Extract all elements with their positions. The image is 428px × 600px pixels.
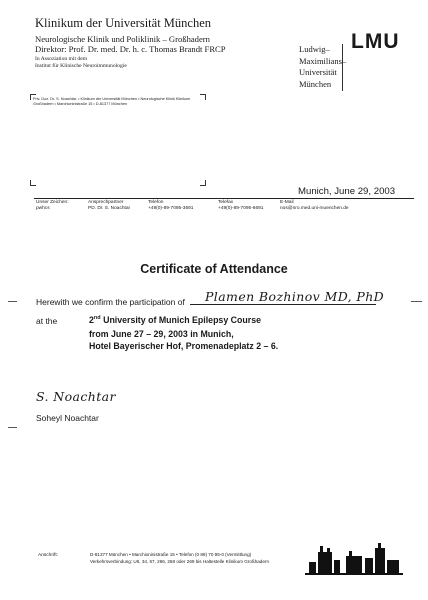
reference-email <box>280 200 349 212</box>
footer-address <box>90 551 290 565</box>
reference-rule <box>34 198 414 199</box>
letter-date: Munich, June 29, 2003 <box>298 186 396 197</box>
window-corner-br <box>200 180 206 186</box>
at-label: at the <box>36 316 58 326</box>
university-line-4: München <box>299 78 332 89</box>
reference-label: Telefax <box>218 200 234 205</box>
director-line: Direktor: Prof. Dr. med. Dr. h. c. Thomas Brandt FRCP <box>35 44 226 54</box>
reference-our-ref <box>36 200 69 212</box>
university-line-1: Ludwig– <box>299 44 330 54</box>
fold-mark-left-2 <box>8 427 17 428</box>
clinic-title: Klinikum der Universität München <box>35 16 212 30</box>
confirmation-text: Herewith we confirm the participation of <box>36 297 185 307</box>
reference-value: +49(0)-89-7095-6691 <box>218 206 264 212</box>
handwritten-signature: S. Noachtar <box>36 389 116 404</box>
course-ordinal: 2 <box>89 315 94 325</box>
hospital-buildings-icon <box>305 542 403 575</box>
footer-transport-line: Verkehrsverbindung: U6, 34, 67, 266, 268 oder 269 bis Haltestelle Klinikum Großhadern <box>90 559 270 564</box>
reference-value: nos@nro.med.uni-muenchen.de <box>280 206 349 212</box>
reference-label: E-Mail <box>280 200 294 205</box>
reference-contact <box>88 200 130 212</box>
reference-fax <box>218 200 263 212</box>
course-venue: Hotel Bayerischer Hof, Promenadeplatz 2 – 6. <box>89 341 279 351</box>
footer-address-label: Anschrift: <box>38 553 58 558</box>
association-line: In Assoziation mit dem Institut für Klinische Neuroimmunologie <box>35 56 127 69</box>
university-line-2: Maximilians– <box>299 55 347 66</box>
course-title: University of Munich Epilepsy Course <box>100 315 261 325</box>
footer-address-line: D-81377 München • Marchioninistraße 15 • Telefon (0 89) 70 95-0 (Vermittlung) <box>90 552 252 557</box>
participant-underline <box>190 304 376 305</box>
fold-mark-right-1 <box>411 301 422 302</box>
reference-label: Telefon <box>148 200 164 205</box>
reference-value: +49(0)-89-7095-3691 <box>148 206 194 212</box>
university-name <box>299 44 359 90</box>
course-dates: from June 27 – 29, 2003 in Munich, <box>89 329 234 339</box>
course-name <box>89 315 261 325</box>
participant-name: Plamen Bozhinov MD, PhD <box>205 289 385 304</box>
reference-value: pwhcs <box>36 206 50 212</box>
reference-value: PD. Dr. S. Noachtar <box>88 206 131 212</box>
certificate-title: Certificate of Attendance <box>140 262 288 276</box>
signer-name: Soheyl Noachtar <box>36 413 99 423</box>
reference-label: Unser Zeichen: <box>36 200 69 205</box>
reference-label: Ansprechpartner <box>88 200 124 205</box>
sender-line: Priv. Doz. Dr. S. Noachtar, • Klinikum der Universität München • Neurologische Klinik Klinikum Großhadern • Marchioninistraße 15 • D-81377 München <box>33 97 191 106</box>
university-line-3: Universität <box>299 67 337 77</box>
course-ordinal-suffix: nd <box>93 315 101 322</box>
reference-phone <box>148 200 193 212</box>
department-line: Neurologische Klinik und Poliklinik – Großhadern <box>35 34 210 44</box>
fold-mark-left-1 <box>8 301 17 302</box>
window-corner-bl <box>30 180 36 186</box>
lmu-logo: LMU <box>351 30 400 53</box>
